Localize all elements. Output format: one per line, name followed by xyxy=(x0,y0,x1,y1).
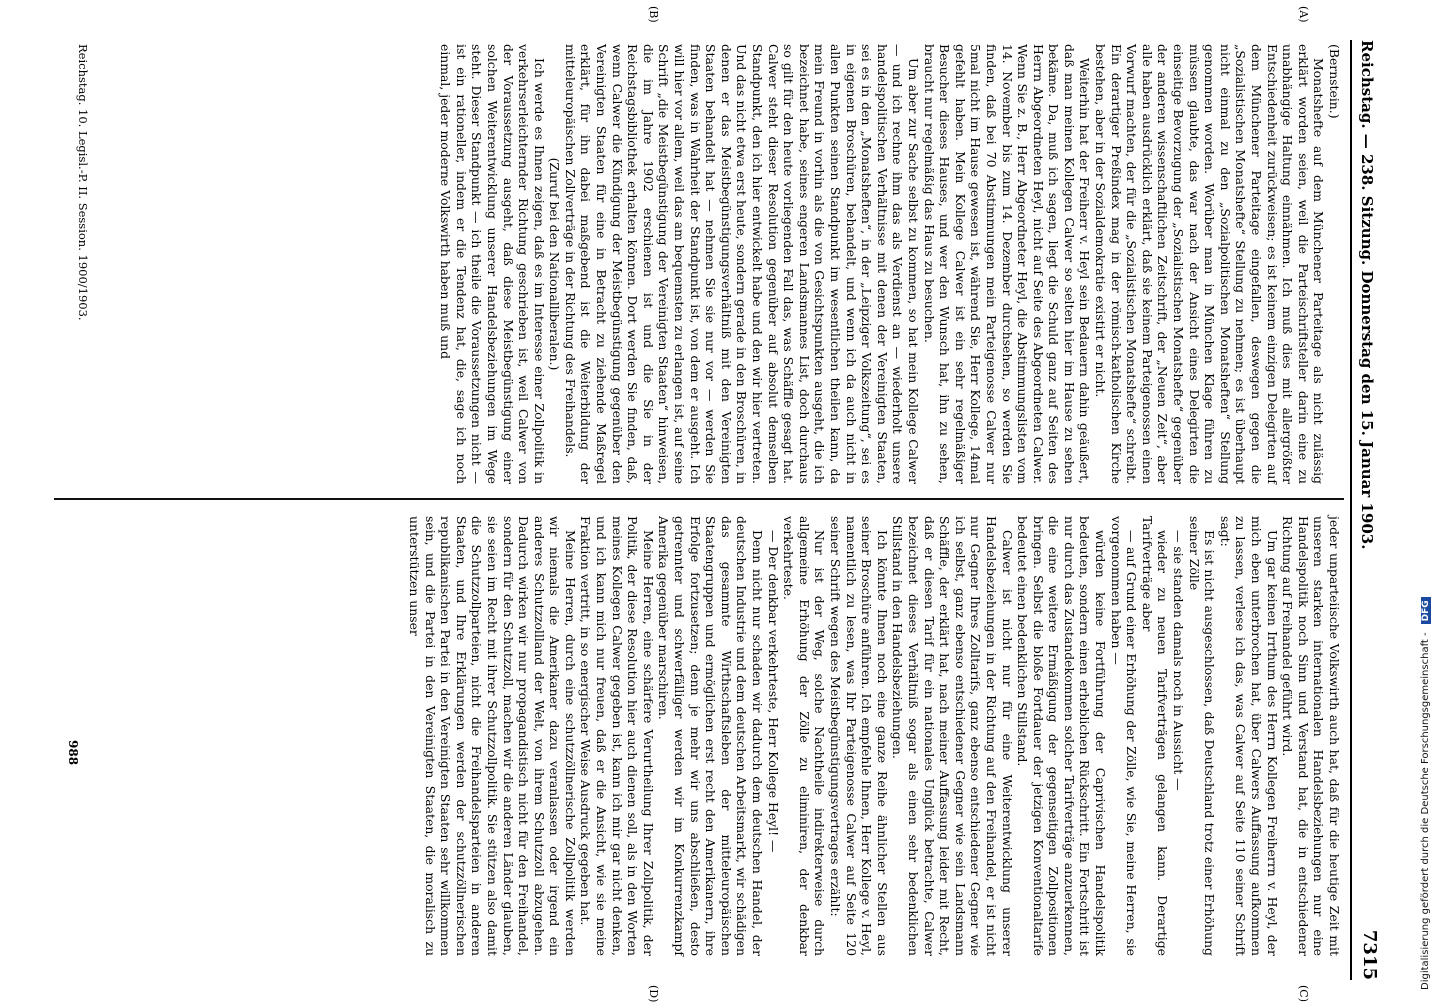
page-number: 7315 xyxy=(1359,929,1380,980)
document-page xyxy=(50,6,1380,1002)
header-title: Reichstag. — 238. Sitzung. Donnerstag den 15. Januar 1903. xyxy=(1358,40,1376,550)
quote: Nur ist der Weg, solche Nachtheile indirekterweise durch allgemeine Erhöhung der Zölle zu eliminiren, der denkbar verkehrteste. xyxy=(781,516,828,956)
digitization-note xyxy=(1420,10,1434,990)
paragraph: Ich werde es Ihnen zeigen, daß es im Interesse einer Zollpolitik in verkehrserleichternder Richtung geschrieben ist, weil Calwer von der Voraussetzung ausgeht, daß diese Meistbegünstigung einer solchen Weiterentwicklung unserer Handelsbeziehungen im Wege steht. Dieser Standpunkt — ich theile die Voraussetzungen nicht — ist ein rationeller, indem er die Tendenz hat, die, sage ich noch einmal, jeder moderne Volkswirth haben muß und xyxy=(438,44,547,484)
paragraph: Monatshefte auf dem Münchener Parteitage als nicht zulässig erklärt worden seien, weil die Parteischriftsteller darin eine zu unabhängige Haltung einnähmen. Ich muß dies mit allergrößter Entschiedenheit zurückweisen; es ist keinem einzigen Delegirten auf dem Münchener Parteitage eingefallen, deswegen gegen die „Sozialistischen Monatshefte“ Stellung zu nehmen; es ist überhaupt nicht einmal zu den „Sozialpolitischen Monatsheften“ Stellung genommen worden. Worüber man in München Klage führen zu müssen glaubte, das war nach der Ansicht eines Delegirten die einseitige Bevorzugung der „Sozialistischen Monatshefte“ gegenüber der anderen wissenschaftlichen Zeitschrift, der „Neuen Zeit“, aber alle haben ausdrücklich erklärt, daß sie keinem Parteigenossen einen Vorwurf machten, der für die „Sozialistischen Monatshefte“ schreibt. Ein derartiger Preßindex mag in der römisch-katholischen Kirche bestehen, aber in der Sozialdemokratie existirt er nicht. xyxy=(1093,44,1327,484)
page-footer: Reichstag. 10. Legisl.-P. II. Session. 1900/1903. xyxy=(76,44,90,321)
margin-mark-c: (C) xyxy=(1297,985,1310,1002)
margin-mark-b: (B) xyxy=(647,6,660,23)
dfg-logo: DFG xyxy=(1421,597,1431,624)
digitization-text: Digitalisierung gefördert durch die Deutsche Forschungsgemeinschaft - xyxy=(1420,632,1431,990)
quote: Denn nicht nur schaden wir dadurch dem deutschen Handel, der deutschen Industrie und dem deutschen Arbeitsmarkt, wir schädigen das gesammte Wirthschaftsleben der mitteleuropäischen Staatengruppen und ermöglichen erst recht den Amerikanern, ihre Erfolge fortzusetzen; denn je mehr wir uns abschließen, desto getrennter und schwerfälliger werden wir im Konkurrenzkampf Amerika gegenüber marschiren. xyxy=(656,516,766,956)
left-column xyxy=(438,44,1342,484)
paragraph: jeder unparteiische Volkswirth auch hat, daß für die heutige Zeit mit unseren starken internationalen Handelsbeziehungen nur eine Handelspolitik noch Sinn und Verstand hat, die in entschiedener Richtung auf Freihandel geführt wird. xyxy=(1280,516,1342,956)
paragraph: Meine Herren, durch eine schutzzöllnerische Zollpolitik werden wir niemals die Amerikaner dazu veranlassen oder irgend ein anderes Schutzzollland der Welt, von ihrem Schutzzoll abzugehen. Dadurch wirken wir nur propagandistisch nicht für den Freihandel, sondern für den Schutzzoll, machen wir die anderen Länder glauben, sie seien im Recht mit ihrer Schutzzollpolitik. Sie stützen also damit die Schutzzollparteien, nicht die Freihandelsparteien in anderen Staaten, und Ihre Erklärungen werden der schutzzöllnerischen republikanischen Partei in den Vereinigten Staaten sehr willkommen sein, und die Partei in den Vereinigten Staaten, die moralisch zu unterstützen unser xyxy=(406,516,578,956)
header-rule xyxy=(1350,40,1352,980)
margin-mark-d: (D) xyxy=(647,985,660,1002)
interjection: — auf Grund einer Erhöhung der Zölle, wie Sie, meine Herren, sie vorgenommen haben — xyxy=(1108,516,1140,956)
quote: würden keine Fortführung der Caprivischen Handelspolitik bedeuten, sondern einen erheblichen Rückschritt. Ein Fortschritt ist nur durch das Zustandekommen solcher Tarifverträge anzuerkennen, die eine weitere Ermäßigung der gegenseitigen Zollpositionen bringen. Selbst die bloße Fortdauer der jetzigen Konventionaltarife bedeutet einen bedenklichen Stillstand. xyxy=(1015,516,1109,956)
interjection: (Zuruf bei den Nationalliberalen.) xyxy=(547,157,563,371)
right-column xyxy=(406,516,1342,956)
interjection: — Der denkbar verkehrteste, Herr Kollege Heyl! — xyxy=(765,530,781,853)
speaker-label: (Bernstein.) xyxy=(1327,44,1342,119)
margin-mark-a: (A) xyxy=(1297,6,1310,23)
paragraph: Um aber zur Sache selbst zu kommen, so hat mein Kollege Calwer — und ich rechne ihm das als Verdienst an — wiederholt unsere handelspolitischen Verhältnisse mit denen der Vereinigten Staaten, sei es in den „Monatsheften“, in der „Leipziger Volkszeitung“, sei es in eigenen Broschüren, behandelt, und wenn ich da auch nicht in allen Punkten seinen Standpunkt im wesentlichen theilen kann, da mein Freund in vorhin als die von Gesichtspunkten ausgeht, die ich bezeichnet habe, seines engeren Landsmannes List, doch durchaus so gilt für den heute vorliegenden Fall das, was Schäffle gesagt hat. Calwer steht dieser Resolution gegenüber auf absolut demselben Standpunkt, den ich hier entwickelt habe und den wir hier vertreten. Und das nicht etwa erst heute, sondern gerade in den Broschüren, in denen er das Meistbegünstigungsverhältniß mit den Vereinigten Staaten behandelt hat — nehmen Sie sie nur vor — werden Sie finden, was in Wahrheit der Standpunkt ist, von dem er ausgeht. Ich will hier vor allem, weil das am bequemsten zu erlangen ist, auf seine Schrift „die Meistbegünstigung der Vereinigten Staaten“ hinweisen, die im Jahre 1902 erschienen ist und die Sie in der Reichstagsbibliothek erhalten können. Dort werden Sie finden, daß, wenn Calwer die Kündigung der Meistbegünstigung gegenüber den Vereinigten Staaten für eine in Betracht zu ziehende Maßregel erklärt, für ihn dabei maßgebend ist die Weiterbildung der mitteleuropäischen Zollverträge in der Richtung des Freihandels. xyxy=(562,44,921,484)
sheet-number: 988 xyxy=(66,740,80,766)
paragraph: Calwer ist nicht nur für eine Weiterentwicklung unserer Handelsbeziehungen in der Richtung auf den Freihandel, er ist nicht nur Gegner Ihres Zolltarifs, ganz ebenso entschiedener Gegner wie ich selbst, ganz ebenso entschiedener Gegner wie sein Landsmann Schäffle, der erklärt hat, nach meiner Auffassung leider mit Recht, daß er diesen Tarif für ein nationales Unglück betrachte, Calwer bezeichnet dieses Verhältniß sogar als einen sehr bedenklichen Stillstand in den Handelsbeziehungen. xyxy=(890,516,1015,956)
quote: Es ist nicht ausgeschlossen, daß Deutschland trotz einer Erhöhung seiner Zölle xyxy=(1186,516,1218,956)
quote: wieder zu neuen Tarifverträgen gelangen kann. Derartige Tarifverträge aber xyxy=(1139,516,1171,956)
paragraph: Meine Herren, eine schärfere Verurtheilung Ihrer Zollpolitik, der Politik, der diese Resolution hier auch dienen soll, als in den Worten meines Kollegen Calwer gegeben ist, kann ich mir gar nicht denken, und ich kann mich nur freuen, daß er die Ansicht, wie sie meine Fraktion vertritt, in so energischer Weise Ausdruck gegeben hat. xyxy=(578,516,656,956)
paragraph: Weiterhin hat der Freiherr v. Heyl sein Bedauern dahin geäußert, daß man meinen Kollegen Calwer so selten hier im Hause zu sehen bekäme. Da, muß ich sagen, liegt die Schuld ganz auf Seiten des Herrn Abgeordneten Heyl, nicht auf Seite des Abgeordneten Calwer. Wenn Sie z. B., Herr Abgeordneter Heyl, die Abstimmungslisten vom 14. November bis zum 14. Dezember durchsehen, so werden Sie finden, daß bei 70 Abstimmungen mein Parteigenosse Calwer nur 5mal nicht im Hause gewesen ist, während Sie, Herr Kollege, 14mal gefehlt haben. Mein Kollege Calwer ist ein sehr regelmäßiger Besucher dieses Hauses, und wer den Wunsch hat, ihn zu sehen, braucht nur regelmäßig das Haus zu besuchen. xyxy=(921,44,1093,484)
paragraph: Um gar keinen Irrthum des Herrn Kollegen Freiherrn v. Heyl, der mich eben unterbrochen hat, über Calwers Auffassung aufkommen zu lassen, verlese ich das, was Calwer auf Seite 110 seiner Schrift sagt: xyxy=(1217,516,1280,956)
paragraph: Ich könnte Ihnen noch eine ganze Reihe ähnlicher Stellen aus seiner Broschüre anführen. Ich empfehle Ihnen, Herr Kollege v. Heyl, namentlich zu lesen, was Ihr Parteigenosse Calwer auf Seite 120 seiner Schrift wegen des Meistbegünstigungsvertrages erzählt: xyxy=(828,516,890,956)
column-divider xyxy=(54,498,1344,500)
interjection: — sie standen damals noch in Aussicht — xyxy=(1171,530,1187,791)
page-header xyxy=(1354,40,1380,980)
